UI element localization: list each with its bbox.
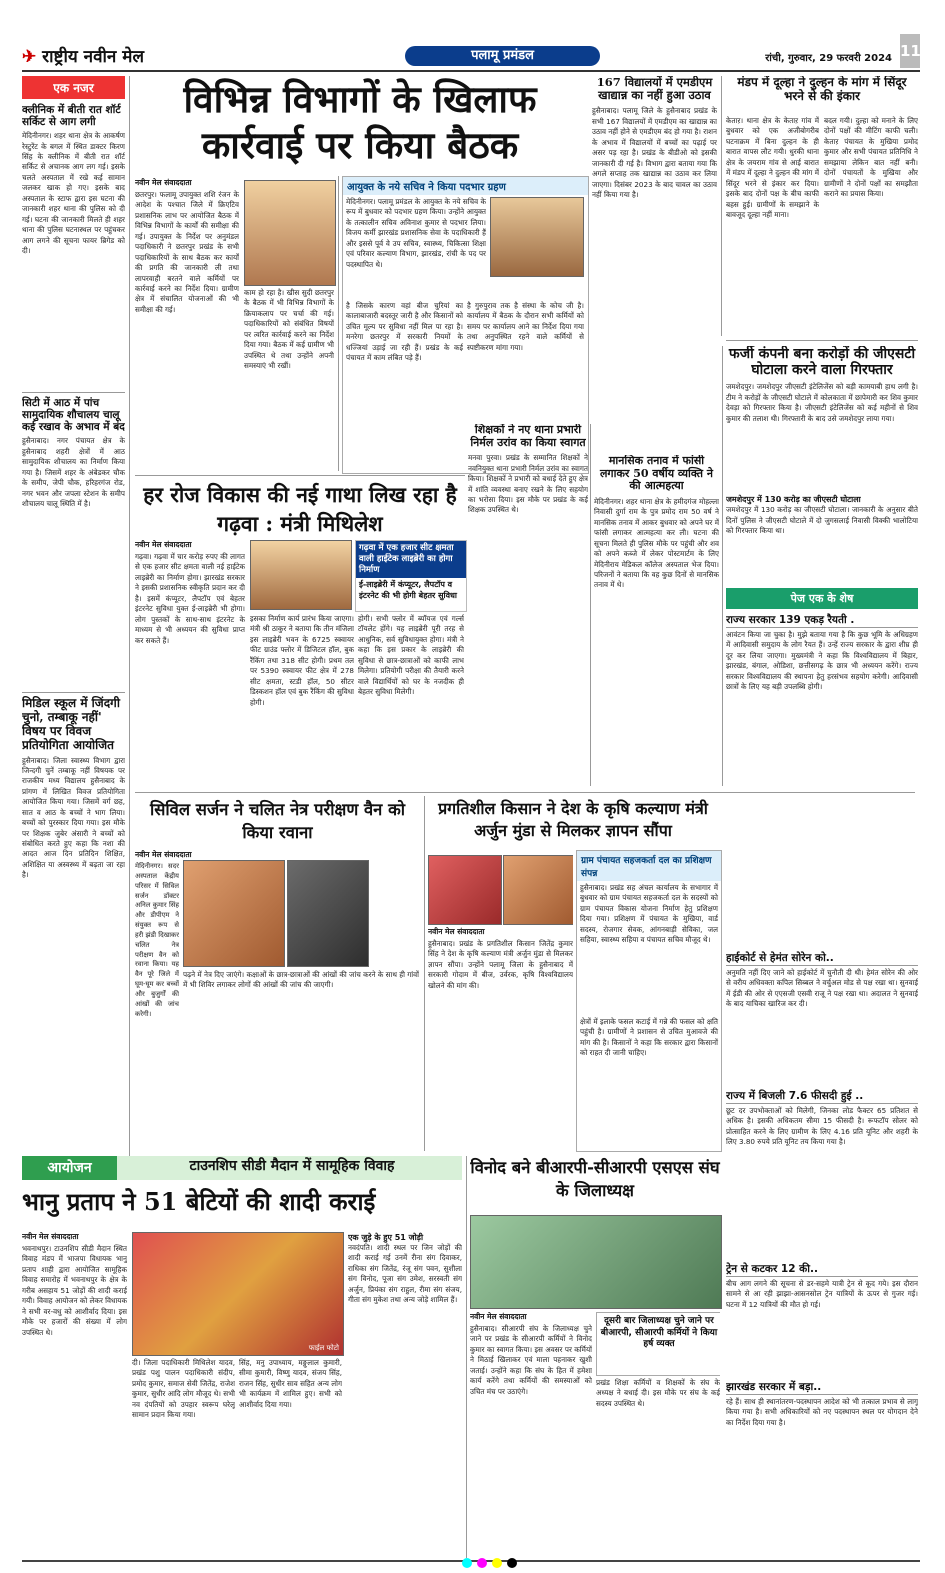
page-number: 11 <box>900 34 920 68</box>
shesh-item-text: रहे हैं। साथ ही स्थानांतरण-पदस्थापन आदेश को भी तत्काल प्रभाव से लागू किया गया है। सभी अधिकारियों को नए पदस्थापन स्थल पर योगदान देने का निर्देश दिया गया है। <box>726 1397 918 1427</box>
vinod-felicitation-photo <box>470 1215 722 1309</box>
secretary-portrait-photo <box>490 197 584 277</box>
left-item <box>22 392 125 686</box>
shesh-item <box>726 613 918 945</box>
mdm-story <box>592 76 717 451</box>
top-main-headline: विभिन्न विभागों के खिलाफ कार्रवाई पर किया बैठक <box>183 77 537 168</box>
registration-mark-icon <box>462 1558 472 1568</box>
bottom-registration-bar <box>22 1560 920 1568</box>
left-item-title: क्लीनिक में बीती रात शॉर्ट सर्किट से आग लगी <box>22 104 121 129</box>
kisan-text: हुसैनाबाद। प्रखंड के प्रगतिशील किसान जितेंद्र कुमार सिंह ने देश के कृषि कल्याण मंत्री अर्जुन मुंडा से मिलकर ज्ञापन सौंपा। उन्होंने पलामू जिला के हुसैनाबाद में सरकारी गोदाम में बीज, उर्वरक, कृषि विश्वविद्यालय खोलने की मांग की। <box>428 939 573 990</box>
gst-story <box>726 346 918 581</box>
shesh-item-title: ट्रेन से कटकर 12 की.. <box>726 1262 918 1277</box>
garhwa-headline: हर रोज विकास की नई गाथा लिख रहा है गढ़वा : मंत्री मिथिलेश <box>143 482 457 537</box>
shesh-item-text: छूट दर उपभोक्ताओं को मिलेगी, जिनका लोड फैक्टर 65 प्रतिशत से अधिक है। इसकी अधिकतम सीमा 15 फीसदी है। रूफटॉप सोलर को प्रोत्साहित करने के लिए ग्रामीण के लिए 4.16 प्रति यूनिट और शहरी के लिए 3.80 रुपये प्रति यूनिट तय किया गया है। <box>726 1106 918 1147</box>
registration-mark-icon <box>492 1558 502 1568</box>
dateline: रांची, गुरुवार, 29 फरवरी 2024 <box>765 53 892 64</box>
gst-sub-title: जमशेदपुर में 130 करोड़ का जीएसटी घोटाला <box>726 495 861 505</box>
shesh-item-title: राज्य में बिजली 7.6 फीसदी हुई .. <box>726 1089 918 1104</box>
gst-story-title: फर्जी कंपनी बना करोड़ों की जीएसटी घोटाला करने वाला गिरफ्तार <box>728 346 916 379</box>
brand-name: राष्ट्रीय नवीन मेल <box>42 47 144 67</box>
suicide-story <box>594 455 719 785</box>
byline: नवीन मेल संवाददाता <box>470 1312 527 1321</box>
commissioner-box-text: मेदिनीनगर। पलामू प्रमंडल के आयुक्त के नये सचिव के रूप में बुधवार को पदभार ग्रहण किया। उन्होंने आयुक्त के तत्कालीन सचिव अविनाश कुमार से पदभार लिया। विजय कर्मी झारखंड प्रशासनिक सेवा के पदाधिकारी हैं और इससे पूर्व वे उप सचिव, स्वास्थ्य, चिकित्सा शिक्षा एवं परिवार कल्याण विभाग, झारखंड, रांची के पद पर पदस्थापित थे। <box>346 197 486 269</box>
kisan-minister-photo-1 <box>428 855 502 925</box>
page-shesh-section <box>726 588 918 1563</box>
vinod-story <box>470 1312 720 1557</box>
civil-surgeon-text-b: पढ़ने में नेत्र दिए जाएंगे। कक्षाओं के छात्र-छात्राओं की आंखों की जांच करने के साथ ही गांवों में भी शिविर लगाकर लोगों की आंखों की जांच की जाएगी। <box>183 970 419 990</box>
left-column <box>22 76 125 1156</box>
commissioner-box-text-b: है जिसके कारण वहां बीज चुरियां का कालाबाजारी बदस्तूर जारी है और किसानों को उचित मूल्य पर सुविधा नहीं मिल पा रहा है। मनरेगा छतरपुर में सरकारी नियमों के धज्जियां उड़ाई जा रही हैं। प्रखंड के कई पंचायत में काम लंबित पड़े हैं। <box>346 301 463 363</box>
gst-sub-text: जमशेदपुर में 130 करोड़ का जीएसटी घोटाला। जानकारी के अनुसार बीते दिनों पुलिस ने जीएसटी घोटाले में दो जुगसलाई निवासी विक्की भालोटिया को गिरफ्तार किया था। <box>726 505 918 536</box>
vinod-text-b: प्रखंड शिक्षा कर्मियों व शिक्षकों के संघ के अध्यक्ष ने बधाई दी। इस मौके पर संघ के कई सदस्य उपस्थित थे। <box>596 1378 720 1408</box>
aayojan-couples <box>348 1232 462 1556</box>
shesh-item-text: बीच आग लगने की सूचना से डर-सहमे यात्री ट्रेन से कूद गये। इस दौरान सामने से आ रही झाझा-आसनसोल ट्रेन यात्रियों के ऊपर से गुजर गई। घटना में 12 यात्रियों की मौत हो गई। <box>726 1279 918 1309</box>
mandap-story <box>726 76 918 338</box>
mdm-story-text: हुसैनाबाद। पलामू जिले के हुसैनाबाद प्रखंड के सभी 167 विद्यालयों में एमडीएम का खाद्यान्न का उठाव नहीं होने से एमडीएम बंद हो गया है। राशन के अभाव में विद्यालयों में बच्चों का पढ़ाई पर असर पड़ रहा है। प्रखंड के बीडीओ को इसकी जानकारी दी गई है। विभाग द्वारा बताया गया कि अगले सप्ताह तक खाद्यान्न का उठाव कर लिया जाएगा। दिसंबर 2023 के बाद चावल का उठाव नहीं किया गया है। <box>592 106 717 199</box>
story-text: छतरपुर। फलामू उपायुक्त शशि रंजन के आदेश के पश्चात जिले में क्रिएटिव प्रशासनिक लाभ पर आयोजित बैठक में विभिन्न विभागों के कार्यों की समीक्षा की गई। उपायुक्त के निर्देश पर अनुमंडल पदाधिकारी ने छतरपुर प्रखंड के सभी पदाधिकारियों के साथ बैठक कर कार्यों की प्रगति की जानकारी ली तथा लापरवाही बरतने वाले कर्मियों पर कार्रवाई करने का निर्देश दिया। ग्रामीण क्षेत्र में संचालित योजनाओं की भी समीक्षा की गई। <box>135 190 239 314</box>
left-item-text: हुसैनाबाद। नगर पंचायत क्षेत्र के हुसैनाबाद शहरी क्षेत्रों में आठ सामुदायिक शौचालय का निर्माण किया गया है। जिसमें शहर के अंबेडकर चौक के समीप, जेपी चौक, हरिहरगंज रोड, नगर भवन और जपला स्टेशन के समीप शौचालय चालू स्थिति में है। <box>22 436 125 508</box>
sahajkarta-box <box>576 850 722 1152</box>
library-box-sub: ई-लाइब्रेरी में कंप्यूटर, लैपटॉप व इंटरनेट की भी होगी बेहतर सुविधा <box>359 580 458 600</box>
byline: नवीन मेल संवाददाता <box>135 850 192 859</box>
ek-nazar-label: एक नजर <box>22 76 125 99</box>
kisan-minister-photo-2 <box>503 855 573 925</box>
aayojan-couples-text: नवदंपति। शादी स्थल पर जिन जोड़ों की शादी कराई गई उनमें रीना संग दिवाकर, राधिका संग जितेंद्र, रंजू संग पवन, सुशीला संग विनोद, पूजा संग उमेश, सरस्वती संग अर्जुन, प्रियंका संग राहुल, रीमा संग संजय, गीता संग मुकेश तथा अन्य जोड़े शामिल हैं। <box>348 1243 462 1305</box>
sahajkarta-box-text-b: क्षेत्रों में इलाके फसल कटाई में गन्ने की फसल को क्षति पहुंची है। ग्रामीणों ने प्रशासन से उचित मुआवजे की मांग की है। किसानों ने कहा कि सरकार द्वारा किसानों को राहत दी जानी चाहिए। <box>580 1017 718 1058</box>
aayojan-story <box>22 1232 462 1557</box>
garhwa-text: गढ़वा। गढ़वा में चार करोड़ रुपए की लागत से एक हजार सीट क्षमता वाली नई हाईटेक लाइब्रेरी का निर्माण होगा। झारखंड सरकार ने इसकी प्रशासनिक स्वीकृति प्रदान कर दी है। इसमें कंप्यूटर, लैपटॉप एवं बेहतर इंटरनेट सुविधा युक्त ई-लाइब्रेरी भी होगा। लोग पुस्तकों के साथ-साथ इंटरनेट के माध्यम से भी अध्ययन की सुविधा प्राप्त कर सकते हैं। <box>135 552 245 645</box>
left-item-text: हुसैनाबाद। जिला स्वास्थ्य विभाग द्वारा जिन्दगी चुनें तम्बाकू नहीं विषयक पर राजकीय मध्य विद्यालय हुसैनाबाद के प्रांगण में लिखित विवज प्रतियोगिता आयोजित किया गया। जिसमें वर्ग छह, सात व आठ के बच्चों ने भाग लिया। बच्चों को पुरस्कार दिया गया। इस मौके पर शिक्षक जुबेर अंसारी ने बच्चों को संबोधित करते हुए कहा कि नशा की आदत आज दिन प्रतिदिन शिक्षित, अशिक्षित या अस्वस्थ्य में बढ़ता जा रहा है। <box>22 755 125 880</box>
byline: नवीन मेल संवाददाता <box>22 1232 79 1241</box>
teacher-story-title: शिक्षकों ने नए थाना प्रभारी निर्मल उरांव का किया स्वागत <box>470 424 586 449</box>
eye-van-photo-1 <box>183 860 285 967</box>
left-item-title: मिडिल स्कूल में जिंदगी चुनो, तम्बाकू नहीं' विषय पर विवज प्रतियोगिता आयोजित <box>22 696 120 752</box>
byline: नवीन मेल संवाददाता <box>135 178 192 187</box>
shesh-item <box>726 1262 918 1374</box>
commissioner-box-title: आयुक्त के नये सचिव ने किया पदभार ग्रहण <box>343 177 588 195</box>
shesh-item <box>726 1380 918 1467</box>
left-item-text: मेदिनीनगर। शहर थाना क्षेत्र के आकर्षण रेस्टुरेंट के बगल में स्थित डाक्टर किरण सिंह के क्लीनिक में बीती रात शॉर्ट सर्किट से अचानक आग लग गई। इसके चलते अस्पताल में रखे कई सामान जलकर खाक हो गए। इसके बाद अस्पताल के स्टाफ द्वारा इस घटना की जानकारी शहर थाना की पुलिस को दी गई। घटना की जानकारी मिलते ही शहर थाना की पुलिस घटनास्थल पर पहुंचकर आग लगने की सूचना फायर ब्रिगेड को दी। <box>22 131 125 255</box>
suicide-story-text: मेदिनीनगर। शहर थाना क्षेत्र के हमीदगंज मोहल्ला निवासी दुर्गा राम के पुत्र प्रमोद राम 50 वर्ष ने मानसिक तनाव में आकर बुधवार को अपने घर में फांसी लगाकर आत्महत्या कर ली। घटना की सूचना मिलते ही पुलिस मौके पर पहुंची और शव को अपने कब्जे में लेकर पोस्टमार्टम के लिए मेदिनीराय मेडिकल कॉलेज अस्पताल भेज दिया। परिजनों ने बताया कि वह कुछ दिनों से मानसिक तनाव में थे। <box>594 496 719 590</box>
shesh-item-text: आवंटन किया जा चुका है। मुझे बताया गया है कि कुछ भूमि के अधिग्रहण में आदिवासी समुदाय के लोग रैयत हैं। उन्हें राज्य सरकार के द्वारा शीघ्र ही दूर कर लिया जाएगा। मुख्यमंत्री ने कहा कि विश्वविद्यालय में बिहार, झारखंड, बंगाल, ओडिशा, छत्तीसगढ़ के छात्र भी अध्ययन करेंगे। राज्य सरकार विश्वविद्यालय की स्थापना हेतु हरसंभव सहयोग करेगी। आदिवासी छात्रों के लिए यह बड़ी उपलब्धि होगी। <box>726 630 918 692</box>
vinod-sub-title: दूसरी बार जिलाध्यक्ष चुने जाने पर बीआरपी, सीआरपी कर्मियों ने किया हर्ष व्यक्त <box>600 1316 718 1350</box>
teacher-story <box>468 424 588 789</box>
garhwa-story <box>135 540 245 788</box>
left-item-title: सिटी में आठ में पांच सामुदायिक शौचालय चालू कई रखाव के अभाव में बंद <box>22 397 125 434</box>
shesh-item-title: राज्य सरकार 139 एकड़ रैयती . <box>726 613 918 628</box>
official-portrait-photo <box>244 180 336 286</box>
aayojan-text-c: सिंह, मनु उपाध्याय, मङ्गुलाल कुमारी, सीमा कुमारी, विष्णु यादव, संजय सिंह, राजन सिंह, सुधीर साव सहित अन्य लोग भी कार्यक्रम में शामिल हुए। सभी को आशीर्वाद दिया गया। <box>239 1358 342 1409</box>
garhwa-text-b: इसका निर्माण कार्य प्रारंभ किया जाएगा। मंत्री श्री ठाकुर ने बताया कि तीन मंजिला इस लाइब्रेरी भवन के 6725 स्क्वायर फीट ग्राउंड फ्लोर में डिजिटल हॉल, बुक रैंकिंग तथा 318 सीट होगी। प्रथम तल पर 5390 स्क्वायर फीट क्षेत्र में 278 सीट क्षमता, स्टडी हॉल, 50 सीटर डिस्कशन हॉल एवं बुक रैंकिंग की सुविधा होगी। <box>250 614 354 707</box>
aayojan-couples-title: एक जुड़े के हुए 51 जोड़ी <box>348 1233 424 1242</box>
civil-surgeon-story <box>135 850 420 1150</box>
vinod-text: हुसैनाबाद। सीआरपी संघ के जिलाध्यक्ष चुने जाने पर प्रखंड के सीआरपी कर्मियों ने विनोद कुमार का स्वागत किया। इस अवसर पर कर्मियों ने मिठाई खिलाकर एवं माला पहनाकर खुशी जताई। उन्होंने कहा कि संघ के हित में हमेशा कार्य करेंगे तथा कर्मियों की समस्याओं को उचित मंच पर उठाएंगे। <box>470 1324 592 1396</box>
bird-icon: ✈ <box>22 47 37 67</box>
aayojan-banner <box>22 1156 462 1180</box>
aayojan-label: आयोजन <box>22 1156 117 1180</box>
story-text-b: काम हो रहा है। खीस सुदी छतरपुर के बैठक में भी विभिन्न विभागों के क्रियाकलाप पर चर्चा की गई। पदाधिकारियों को संबंधित विषयों पर त्वरित कार्रवाई करने का निर्देश दिया गया। बैठक में कई ग्रामीण भी उपस्थित थे तथा उन्होंने अपनी समस्याएं भी रखीं। <box>244 288 334 371</box>
registration-mark-icon <box>507 1558 517 1568</box>
sahajkarta-box-text: हुसैनाबाद। प्रखंड सह अंचल कार्यालय के सभागार में बुधवार को ग्राम पंचायत सहजकर्ता दल के सदस्यों को ग्राम पंचायत विकास योजना निर्माण हेतु प्रशिक्षण दिया गया। प्रशिक्षण में पंचायत के मुखिया, वार्ड सदस्य, रोजगार सेवक, आंगनबाड़ी सेविका, जल सहिया, स्वास्थ्य सहिया व पंचायत सचिव मौजूद थे। <box>580 883 718 945</box>
mandap-story-text-b: बदल गयी। दुल्हा को मनाने के लिए दोनों पक्षों की मीटिंग काफी चली। केताऱ पंचायत के मुखिया प्रमोद कुमार और सभी पंचायत प्रतिनिधि ने समझाया लेकिन बात नहीं बनी। दोनों पंचायतों के मुखिया और ग्रामीणों ने दोनों पक्षों का समझौता कराने का प्रयास किया। <box>824 116 918 199</box>
aayojan-text-b: दी। जिला पदाधिकारी मिथिलेश यादव, प्रखंड पशु पालन पदाधिकारी संदीप, प्रमोद कुमार, समाज सेवी जितेंद्र, राजेश कुमार, सुधीर आदि लोग मौजूद थे। सभी नव दंपतियों को उपहार स्वरूप घरेलू सामान प्रदान किया गया। <box>132 1358 235 1420</box>
sahajkarta-box-title: ग्राम पंचायत सहजकर्ता दल का प्रशिक्षण संपन्न <box>577 851 721 881</box>
kisan-headline: प्रगतिशील किसान ने देश के कृषि कल्याण मंत्री अर्जुन मुंडा से मिलकर ज्ञापन सौंपा <box>438 799 708 841</box>
vinod-headline: विनोद बने बीआरपी-सीआरपी एसएस संघ के जिलाध्यक्ष <box>470 1158 720 1201</box>
kisan-story <box>428 855 573 1150</box>
library-box <box>355 540 467 612</box>
garhwa-text-c: होगी। सभी फ्लोर में ब्यॉयज एवं गर्ल्स टॉयलेट होंगे। यह लाइब्रेरी पूरी तरह से आधुनिक, सर्व सुविधायुक्त होगा। मंत्री ने कहा कि इस प्रकार के लाइब्रेरी की सुविधा से छात्र-छात्राओं को काफी लाभ मिलेगा। प्रतियोगी परीक्षा की तैयारी करने वाले विद्यार्थियों को घर के नजदीक ही बेहतर सुविधा मिलेगी। <box>358 614 464 697</box>
mdm-story-title: 167 विद्यालयों में एमडीएम खाद्यान्न का नहीं हुआ उठाव <box>596 76 713 103</box>
aayojan-text: भवनाथपुर। टाउनशिप सीडी मैदान स्थित विवाह मंडप में भाजपा विधायक भानु प्रताप शाही द्वारा आयोजित सामूहिक विवाह समारोह में भवनाथपुर के क्षेत्र के गरीब असहाय 51 जोड़ों की शादी कराई गयी। विवाह आयोजन को लेकर विधायक ने सभी वर-वधु को आशीर्वाद दिया। इस मौके पर हजारों की संख्या में लोग उपस्थित थे। <box>22 1244 127 1337</box>
shesh-item <box>726 1089 918 1256</box>
gst-story-text: जमशेदपुर। जमशेदपुर जीएसटी इंटेलिजेंस को बड़ी कामयाबी हाथ लगी है। टीम ने करोड़ों के जीएसटी घोटाले में कोलकाता में छापेमारी कर शिव कुमार देवड़ा को गिरफ्तार किया है। जीएसटी इंटेलिजेंस को कई महीनों से शिव कुमार की तलाश थी। गिरफ्तारी के बाद उसे जमशेदपुर लाया गया। <box>726 382 918 423</box>
civil-surgeon-text: मेदिनीनगर। सदर अस्पताल केंद्रीय परिसर में सिविल सर्जन डॉक्टर अनिल कुमार सिंह और डीपीएम ने संयुक्त रूप से हरी झंडी दिखाकर चलित नेत्र परीक्षण वैन को रवाना किया। यह वैन पूरे जिले में घूम-घूम कर बच्चों और बुजुर्गों की आंखों की जांच करेगी। <box>135 862 179 1018</box>
byline: नवीन मेल संवाददाता <box>428 927 485 936</box>
civil-surgeon-headline: सिविल सर्जन ने चलित नेत्र परीक्षण वैन को किया रवाना <box>149 800 406 843</box>
section-badge: पलामू प्रमंडल <box>405 46 600 66</box>
page-shesh-label: पेज एक के शेष <box>726 588 918 609</box>
left-item <box>22 692 125 1135</box>
top-main-story <box>135 178 239 468</box>
eye-van-photo-2 <box>287 860 369 967</box>
teacher-story-text: मनवा पुरवा। प्रखंड के सम्मानित शिक्षकों ने नवनियुक्त थाना प्रभारी निर्मल उरांव का स्वागत किया। शिक्षकों ने प्रभारी को बधाई देते हुए क्षेत्र में शांति व्यवस्था बनाए रखने के लिए सहयोग का भरोसा दिया। इस मौके पर प्रखंड के कई शिक्षक उपस्थित थे। <box>468 453 588 515</box>
shesh-item-text: अनुमति नहीं दिए जाने को हाईकोर्ट में चुनौती दी थी। हेमंत सोरेन की ओर से वरीय अधिवक्ता कपिल सिब्बल ने वर्चुअल मोड से पक्ष रखा था। सुनवाई में ईडी की ओर से एएसजी एसवी राजू ने पक्ष रखा था। अदालत ने सुनवाई के बाद याचिका खारिज कर दी। <box>726 968 918 1009</box>
photo-caption: फाईल फोटो <box>308 1344 339 1352</box>
left-item <box>22 104 125 386</box>
minister-portrait-photo <box>250 540 352 610</box>
library-box-title: गढ़वा में एक हजार सीट क्षमता वाली हाईटेक लाइब्रेरी का होगा निर्माण <box>356 541 466 578</box>
commissioner-box-text-c: है गुरुपुराव तक है संस्था के कोच जी है। कार्यालय में बैठक के दौरान सभी कर्मियों को समय पर कार्यालय आने का निर्देश दिया गया तथा अनुपस्थित रहने वाले कर्मियों से स्पष्टीकरण मांगा गया। <box>467 301 584 352</box>
aayojan-top-title: टाउनशिप सीडी मैदान में सामूहिक विवाह <box>189 1158 395 1174</box>
mandap-story-text: केताऱ। थाना क्षेत्र के केताऱ गांव में बुधवार को एक अजीबोगरीब घटनाक्रम में बिना दुल्हन के ही बारात वापस लौट गयी। धुरकी थाना क्षेत्र के जयराम गांव से आई बारात में मंडप में दूल्हा ने दुल्हन की मांग में सिंदूर भरने से इंकार कर दिया। इसके बाद दोनों पक्ष के बीच काफी बहस हुई। ग्रामीणों के समझाने के बावजूद दूल्हा नहीं माना। <box>726 116 819 219</box>
vinod-sub-box <box>596 1312 720 1376</box>
registration-mark-icon <box>477 1558 487 1568</box>
masthead <box>22 40 920 72</box>
shesh-item-title: झारखंड सरकार में बड़ा.. <box>726 1380 918 1395</box>
aayojan-headline: भानु प्रताप ने 51 बेटियों की शादी कराई <box>22 1187 376 1216</box>
suicide-story-title: मानसिक तनाव में फांसी लगाकर 50 वर्षीय व्यक्ति ने की आत्महत्या <box>599 455 714 493</box>
shesh-item <box>726 951 918 1083</box>
brand-logo <box>22 44 144 67</box>
byline: नवीन मेल संवाददाता <box>135 540 192 549</box>
mandap-story-title: मंडप में दूल्हा ने दुल्हन के मांग में सिंदूर भरने से की इंकार <box>737 76 907 103</box>
wedding-group-photo <box>132 1232 344 1356</box>
shesh-item-title: हाईकोर्ट से हेमंत सोरेन को.. <box>726 951 918 966</box>
